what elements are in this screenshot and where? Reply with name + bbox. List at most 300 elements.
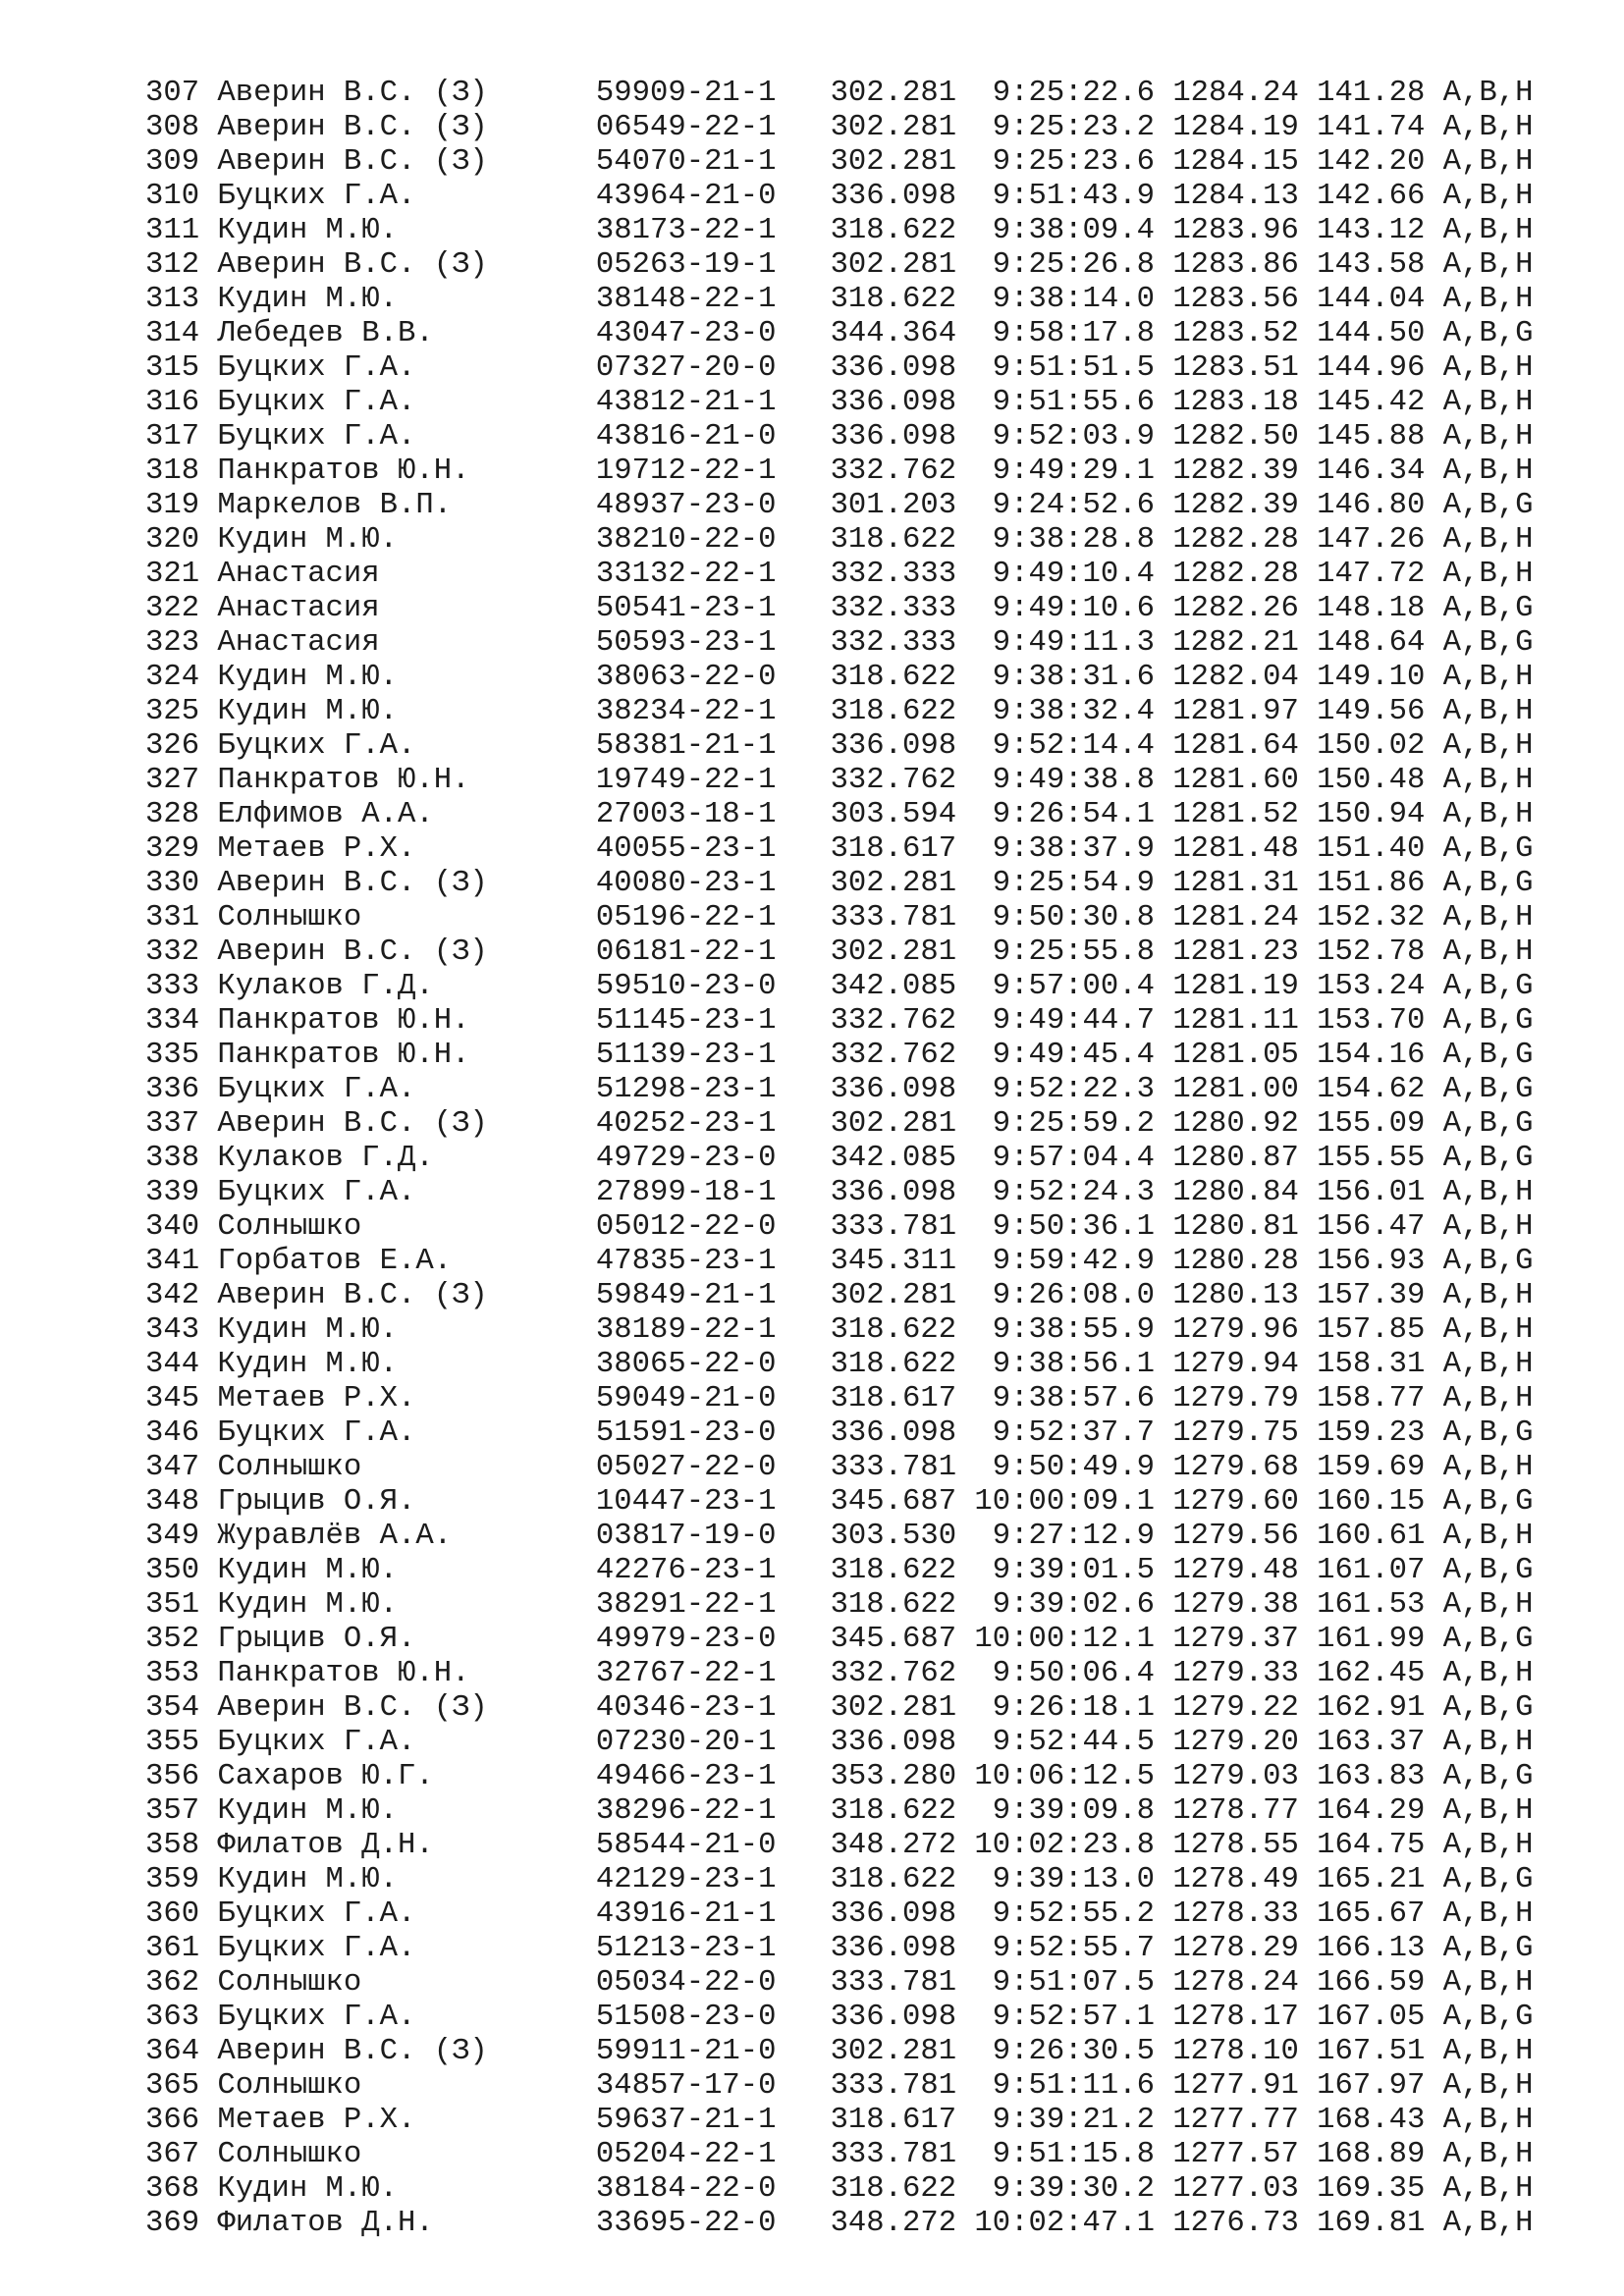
- points: 145.42: [1317, 386, 1426, 419]
- table-row: [145, 1794, 1533, 1829]
- points: 157.39: [1317, 1279, 1426, 1312]
- fancier-name: Буцких Г.А.: [217, 1416, 416, 1450]
- classes: A,B,H: [1442, 1382, 1534, 1415]
- speed: 1280.84: [1172, 1176, 1299, 1209]
- table-row: [145, 2104, 1533, 2138]
- arrival-time: 9:38:56.1: [992, 1348, 1155, 1381]
- fancier-name: Кудин М.Ю.: [217, 523, 398, 557]
- classes: A,B,H: [1442, 2172, 1534, 2206]
- arrival-time: 9:39:30.2: [992, 2172, 1155, 2206]
- row-number: 366: [145, 2104, 200, 2137]
- arrival-time: 9:25:23.6: [992, 145, 1155, 179]
- arrival-time: 9:52:55.7: [992, 1932, 1155, 1965]
- distance: 345.687: [830, 1485, 957, 1519]
- classes: A,B,H: [1442, 1794, 1534, 1828]
- fancier-name: Буцких Г.А.: [217, 420, 416, 454]
- table-row: [145, 1760, 1533, 1794]
- speed: 1278.77: [1172, 1794, 1299, 1828]
- distance: 344.364: [830, 317, 957, 350]
- speed: 1284.13: [1172, 180, 1299, 213]
- ring-number: 43047-23-0: [595, 317, 777, 350]
- classes: A,B,H: [1442, 695, 1534, 728]
- classes: A,B,H: [1442, 764, 1534, 797]
- row-number: 356: [145, 1760, 200, 1793]
- row-number: 360: [145, 1897, 200, 1931]
- table-row: [145, 1245, 1533, 1279]
- distance: 318.622: [830, 661, 957, 694]
- table-row: [145, 317, 1533, 351]
- arrival-time: 9:26:54.1: [992, 798, 1155, 831]
- ring-number: 59909-21-1: [595, 77, 777, 110]
- ring-number: 51298-23-1: [595, 1073, 777, 1106]
- fancier-name: Кулаков Г.Д.: [217, 970, 434, 1003]
- row-number: 326: [145, 729, 200, 763]
- arrival-time: 9:49:38.8: [992, 764, 1155, 797]
- classes: A,B,H: [1442, 523, 1534, 557]
- arrival-time: 9:52:03.9: [992, 420, 1155, 454]
- points: 168.43: [1317, 2104, 1426, 2137]
- table-row: [145, 1107, 1533, 1142]
- classes: A,B,H: [1442, 935, 1534, 969]
- speed: 1282.28: [1172, 558, 1299, 591]
- arrival-time: 10:00:09.1: [974, 1485, 1155, 1519]
- distance: 336.098: [830, 1932, 957, 1965]
- classes: A,B,G: [1442, 1004, 1534, 1038]
- table-row: [145, 1073, 1533, 1107]
- ring-number: 49729-23-0: [595, 1142, 777, 1175]
- row-number: 364: [145, 2035, 200, 2068]
- speed: 1278.49: [1172, 1863, 1299, 1896]
- ring-number: 51591-23-0: [595, 1416, 777, 1450]
- arrival-time: 9:27:12.9: [992, 1520, 1155, 1553]
- classes: A,B,G: [1442, 1245, 1534, 1278]
- classes: A,B,H: [1442, 111, 1534, 144]
- points: 155.55: [1317, 1142, 1426, 1175]
- fancier-name: Буцких Г.А.: [217, 2001, 416, 2034]
- speed: 1284.19: [1172, 111, 1299, 144]
- distance: 332.333: [830, 558, 957, 591]
- distance: 336.098: [830, 2001, 957, 2034]
- arrival-time: 9:24:52.6: [992, 489, 1155, 522]
- arrival-time: 10:00:12.1: [974, 1623, 1155, 1656]
- table-row: [145, 1348, 1533, 1382]
- arrival-time: 9:38:32.4: [992, 695, 1155, 728]
- points: 152.78: [1317, 935, 1426, 969]
- fancier-name: Аверин В.С. (З): [217, 2035, 488, 2068]
- fancier-name: Аверин В.С. (З): [217, 77, 488, 110]
- row-number: 368: [145, 2172, 200, 2206]
- classes: A,B,H: [1442, 1348, 1534, 1381]
- fancier-name: Аверин В.С. (З): [217, 867, 488, 900]
- speed: 1279.03: [1172, 1760, 1299, 1793]
- speed: 1280.13: [1172, 1279, 1299, 1312]
- speed: 1279.68: [1172, 1451, 1299, 1484]
- speed: 1280.92: [1172, 1107, 1299, 1141]
- arrival-time: 9:52:37.7: [992, 1416, 1155, 1450]
- ring-number: 40346-23-1: [595, 1691, 777, 1725]
- row-number: 322: [145, 592, 200, 625]
- points: 167.97: [1317, 2069, 1426, 2103]
- table-row: [145, 901, 1533, 935]
- speed: 1279.94: [1172, 1348, 1299, 1381]
- arrival-time: 9:25:26.8: [992, 248, 1155, 282]
- table-row: [145, 214, 1533, 248]
- row-number: 363: [145, 2001, 200, 2034]
- distance: 342.085: [830, 1142, 957, 1175]
- distance: 333.781: [830, 1210, 957, 1244]
- row-number: 311: [145, 214, 200, 247]
- speed: 1282.28: [1172, 523, 1299, 557]
- table-row: [145, 111, 1533, 145]
- ring-number: 59510-23-0: [595, 970, 777, 1003]
- ring-number: 59637-21-1: [595, 2104, 777, 2137]
- ring-number: 27003-18-1: [595, 798, 777, 831]
- classes: A,B,H: [1442, 1726, 1534, 1759]
- speed: 1283.51: [1172, 351, 1299, 385]
- row-number: 316: [145, 386, 200, 419]
- row-number: 313: [145, 283, 200, 316]
- points: 160.61: [1317, 1520, 1426, 1553]
- arrival-time: 9:39:13.0: [992, 1863, 1155, 1896]
- row-number: 342: [145, 1279, 200, 1312]
- distance: 332.762: [830, 1657, 957, 1690]
- classes: A,B,G: [1442, 1623, 1534, 1656]
- arrival-time: 9:25:54.9: [992, 867, 1155, 900]
- speed: 1277.57: [1172, 2138, 1299, 2171]
- distance: 303.594: [830, 798, 957, 831]
- classes: A,B,H: [1442, 77, 1534, 110]
- ring-number: 07230-20-1: [595, 1726, 777, 1759]
- speed: 1279.96: [1172, 1313, 1299, 1347]
- ring-number: 05196-22-1: [595, 901, 777, 934]
- speed: 1284.15: [1172, 145, 1299, 179]
- fancier-name: Солнышко: [217, 1966, 362, 2000]
- distance: 332.762: [830, 454, 957, 488]
- classes: A,B,H: [1442, 145, 1534, 179]
- fancier-name: Буцких Г.А.: [217, 386, 416, 419]
- arrival-time: 9:51:15.8: [992, 2138, 1155, 2171]
- classes: A,B,G: [1442, 592, 1534, 625]
- ring-number: 38173-22-1: [595, 214, 777, 247]
- fancier-name: Маркелов В.П.: [217, 489, 453, 522]
- speed: 1280.28: [1172, 1245, 1299, 1278]
- ring-number: 06181-22-1: [595, 935, 777, 969]
- points: 150.02: [1317, 729, 1426, 763]
- arrival-time: 9:26:18.1: [992, 1691, 1155, 1725]
- distance: 332.762: [830, 1039, 957, 1072]
- distance: 333.781: [830, 2069, 957, 2103]
- distance: 302.281: [830, 1691, 957, 1725]
- classes: A,B,H: [1442, 283, 1534, 316]
- row-number: 365: [145, 2069, 200, 2103]
- points: 165.67: [1317, 1897, 1426, 1931]
- distance: 336.098: [830, 1897, 957, 1931]
- ring-number: 38063-22-0: [595, 661, 777, 694]
- row-number: 354: [145, 1691, 200, 1725]
- arrival-time: 9:39:02.6: [992, 1588, 1155, 1622]
- row-number: 357: [145, 1794, 200, 1828]
- classes: A,B,H: [1442, 2104, 1534, 2137]
- row-number: 314: [145, 317, 200, 350]
- speed: 1282.50: [1172, 420, 1299, 454]
- fancier-name: Панкратов Ю.Н.: [217, 1004, 470, 1038]
- arrival-time: 9:49:29.1: [992, 454, 1155, 488]
- arrival-time: 9:38:28.8: [992, 523, 1155, 557]
- ring-number: 38065-22-0: [595, 1348, 777, 1381]
- points: 167.51: [1317, 2035, 1426, 2068]
- table-row: [145, 1897, 1533, 1932]
- fancier-name: Солнышко: [217, 901, 362, 934]
- row-number: 345: [145, 1382, 200, 1415]
- table-row: [145, 1382, 1533, 1416]
- speed: 1279.33: [1172, 1657, 1299, 1690]
- ring-number: 59849-21-1: [595, 1279, 777, 1312]
- table-row: [145, 248, 1533, 283]
- table-row: [145, 1485, 1533, 1520]
- points: 153.70: [1317, 1004, 1426, 1038]
- fancier-name: Аверин В.С. (З): [217, 248, 488, 282]
- ring-number: 33132-22-1: [595, 558, 777, 591]
- table-row: [145, 1142, 1533, 1176]
- table-row: [145, 1004, 1533, 1039]
- arrival-time: 9:49:10.6: [992, 592, 1155, 625]
- distance: 333.781: [830, 2138, 957, 2171]
- row-number: 369: [145, 2207, 200, 2240]
- points: 158.31: [1317, 1348, 1426, 1381]
- points: 156.01: [1317, 1176, 1426, 1209]
- fancier-name: Панкратов Ю.Н.: [217, 1657, 470, 1690]
- fancier-name: Кудин М.Ю.: [217, 661, 398, 694]
- fancier-name: Аверин В.С. (З): [217, 1279, 488, 1312]
- points: 169.81: [1317, 2207, 1426, 2240]
- distance: 302.281: [830, 1107, 957, 1141]
- table-row: [145, 2207, 1533, 2241]
- fancier-name: Журавлёв А.А.: [217, 1520, 453, 1553]
- table-row: [145, 2035, 1533, 2069]
- speed: 1281.19: [1172, 970, 1299, 1003]
- row-number: 348: [145, 1485, 200, 1519]
- ring-number: 43816-21-0: [595, 420, 777, 454]
- classes: A,B,H: [1442, 1657, 1534, 1690]
- table-row: [145, 351, 1533, 386]
- arrival-time: 9:51:11.6: [992, 2069, 1155, 2103]
- classes: A,B,H: [1442, 1829, 1534, 1862]
- row-number: 320: [145, 523, 200, 557]
- row-number: 361: [145, 1932, 200, 1965]
- distance: 318.622: [830, 2172, 957, 2206]
- points: 158.77: [1317, 1382, 1426, 1415]
- speed: 1277.03: [1172, 2172, 1299, 2206]
- speed: 1281.64: [1172, 729, 1299, 763]
- table-row: [145, 729, 1533, 764]
- distance: 302.281: [830, 2035, 957, 2068]
- speed: 1283.86: [1172, 248, 1299, 282]
- points: 146.80: [1317, 489, 1426, 522]
- distance: 318.617: [830, 832, 957, 866]
- classes: A,B,H: [1442, 1451, 1534, 1484]
- points: 142.66: [1317, 180, 1426, 213]
- speed: 1281.97: [1172, 695, 1299, 728]
- speed: 1277.91: [1172, 2069, 1299, 2103]
- speed: 1282.26: [1172, 592, 1299, 625]
- table-row: [145, 1829, 1533, 1863]
- fancier-name: Аверин В.С. (З): [217, 111, 488, 144]
- arrival-time: 9:49:45.4: [992, 1039, 1155, 1072]
- row-number: 324: [145, 661, 200, 694]
- ring-number: 51213-23-1: [595, 1932, 777, 1965]
- table-row: [145, 1176, 1533, 1210]
- ring-number: 43916-21-1: [595, 1897, 777, 1931]
- distance: 336.098: [830, 1416, 957, 1450]
- table-row: [145, 970, 1533, 1004]
- points: 162.45: [1317, 1657, 1426, 1690]
- table-row: [145, 935, 1533, 970]
- points: 146.34: [1317, 454, 1426, 488]
- ring-number: 38234-22-1: [595, 695, 777, 728]
- distance: 336.098: [830, 1726, 957, 1759]
- row-number: 321: [145, 558, 200, 591]
- table-row: [145, 1416, 1533, 1451]
- classes: A,B,H: [1442, 558, 1534, 591]
- points: 148.18: [1317, 592, 1426, 625]
- points: 151.86: [1317, 867, 1426, 900]
- classes: A,B,G: [1442, 1073, 1534, 1106]
- row-number: 327: [145, 764, 200, 797]
- classes: A,B,H: [1442, 214, 1534, 247]
- classes: A,B,G: [1442, 1760, 1534, 1793]
- speed: 1282.21: [1172, 626, 1299, 660]
- fancier-name: Панкратов Ю.Н.: [217, 454, 470, 488]
- points: 143.12: [1317, 214, 1426, 247]
- classes: A,B,G: [1442, 317, 1534, 350]
- distance: 336.098: [830, 729, 957, 763]
- table-row: [145, 1279, 1533, 1313]
- distance: 348.272: [830, 1829, 957, 1862]
- points: 154.62: [1317, 1073, 1426, 1106]
- speed: 1279.48: [1172, 1554, 1299, 1587]
- arrival-time: 9:38:55.9: [992, 1313, 1155, 1347]
- speed: 1278.17: [1172, 2001, 1299, 2034]
- classes: A,B,H: [1442, 351, 1534, 385]
- points: 163.83: [1317, 1760, 1426, 1793]
- row-number: 350: [145, 1554, 200, 1587]
- table-row: [145, 1863, 1533, 1897]
- arrival-time: 9:52:44.5: [992, 1726, 1155, 1759]
- table-row: [145, 1451, 1533, 1485]
- table-row: [145, 764, 1533, 798]
- ring-number: 10447-23-1: [595, 1485, 777, 1519]
- classes: A,B,H: [1442, 1897, 1534, 1931]
- classes: A,B,H: [1442, 1279, 1534, 1312]
- ring-number: 49466-23-1: [595, 1760, 777, 1793]
- fancier-name: Кудин М.Ю.: [217, 1863, 398, 1896]
- table-row: [145, 1554, 1533, 1588]
- fancier-name: Кудин М.Ю.: [217, 1313, 398, 1347]
- row-number: 367: [145, 2138, 200, 2171]
- table-row: [145, 1657, 1533, 1691]
- arrival-time: 9:25:55.8: [992, 935, 1155, 969]
- distance: 302.281: [830, 248, 957, 282]
- row-number: 336: [145, 1073, 200, 1106]
- arrival-time: 9:57:00.4: [992, 970, 1155, 1003]
- classes: A,B,G: [1442, 1932, 1534, 1965]
- ring-number: 05012-22-0: [595, 1210, 777, 1244]
- points: 141.28: [1317, 77, 1426, 110]
- fancier-name: Панкратов Ю.Н.: [217, 764, 470, 797]
- classes: A,B,H: [1442, 2138, 1534, 2171]
- row-number: 343: [145, 1313, 200, 1347]
- row-number: 319: [145, 489, 200, 522]
- classes: A,B,G: [1442, 1416, 1534, 1450]
- points: 148.64: [1317, 626, 1426, 660]
- ring-number: 51145-23-1: [595, 1004, 777, 1038]
- speed: 1280.87: [1172, 1142, 1299, 1175]
- arrival-time: 9:38:09.4: [992, 214, 1155, 247]
- row-number: 362: [145, 1966, 200, 2000]
- ring-number: 59049-21-0: [595, 1382, 777, 1415]
- distance: 332.762: [830, 1004, 957, 1038]
- fancier-name: Аверин В.С. (З): [217, 1107, 488, 1141]
- speed: 1279.37: [1172, 1623, 1299, 1656]
- ring-number: 43812-21-1: [595, 386, 777, 419]
- ring-number: 49979-23-0: [595, 1623, 777, 1656]
- points: 163.37: [1317, 1726, 1426, 1759]
- ring-number: 06549-22-1: [595, 111, 777, 144]
- points: 166.13: [1317, 1932, 1426, 1965]
- fancier-name: Анастасия: [217, 626, 380, 660]
- distance: 318.617: [830, 2104, 957, 2137]
- arrival-time: 9:51:43.9: [992, 180, 1155, 213]
- fancier-name: Елфимов А.А.: [217, 798, 434, 831]
- table-row: [145, 626, 1533, 661]
- points: 161.07: [1317, 1554, 1426, 1587]
- speed: 1281.31: [1172, 867, 1299, 900]
- distance: 336.098: [830, 180, 957, 213]
- points: 159.69: [1317, 1451, 1426, 1484]
- points: 156.47: [1317, 1210, 1426, 1244]
- points: 150.94: [1317, 798, 1426, 831]
- ring-number: 38148-22-1: [595, 283, 777, 316]
- row-number: 358: [145, 1829, 200, 1862]
- arrival-time: 9:50:30.8: [992, 901, 1155, 934]
- table-row: [145, 523, 1533, 558]
- table-row: [145, 1726, 1533, 1760]
- fancier-name: Кудин М.Ю.: [217, 283, 398, 316]
- speed: 1278.24: [1172, 1966, 1299, 2000]
- classes: A,B,G: [1442, 2001, 1534, 2034]
- table-row: [145, 867, 1533, 901]
- classes: A,B,H: [1442, 1520, 1534, 1553]
- ring-number: 50593-23-1: [595, 626, 777, 660]
- points: 147.26: [1317, 523, 1426, 557]
- ring-number: 38184-22-0: [595, 2172, 777, 2206]
- row-number: 335: [145, 1039, 200, 1072]
- classes: A,B,H: [1442, 1313, 1534, 1347]
- arrival-time: 9:25:22.6: [992, 77, 1155, 110]
- table-row: [145, 2001, 1533, 2035]
- arrival-time: 9:38:14.0: [992, 283, 1155, 316]
- distance: 333.781: [830, 1966, 957, 2000]
- fancier-name: Кудин М.Ю.: [217, 1588, 398, 1622]
- ring-number: 27899-18-1: [595, 1176, 777, 1209]
- speed: 1281.11: [1172, 1004, 1299, 1038]
- distance: 336.098: [830, 1176, 957, 1209]
- speed: 1277.77: [1172, 2104, 1299, 2137]
- row-number: 307: [145, 77, 200, 110]
- points: 154.16: [1317, 1039, 1426, 1072]
- distance: 302.281: [830, 145, 957, 179]
- row-number: 308: [145, 111, 200, 144]
